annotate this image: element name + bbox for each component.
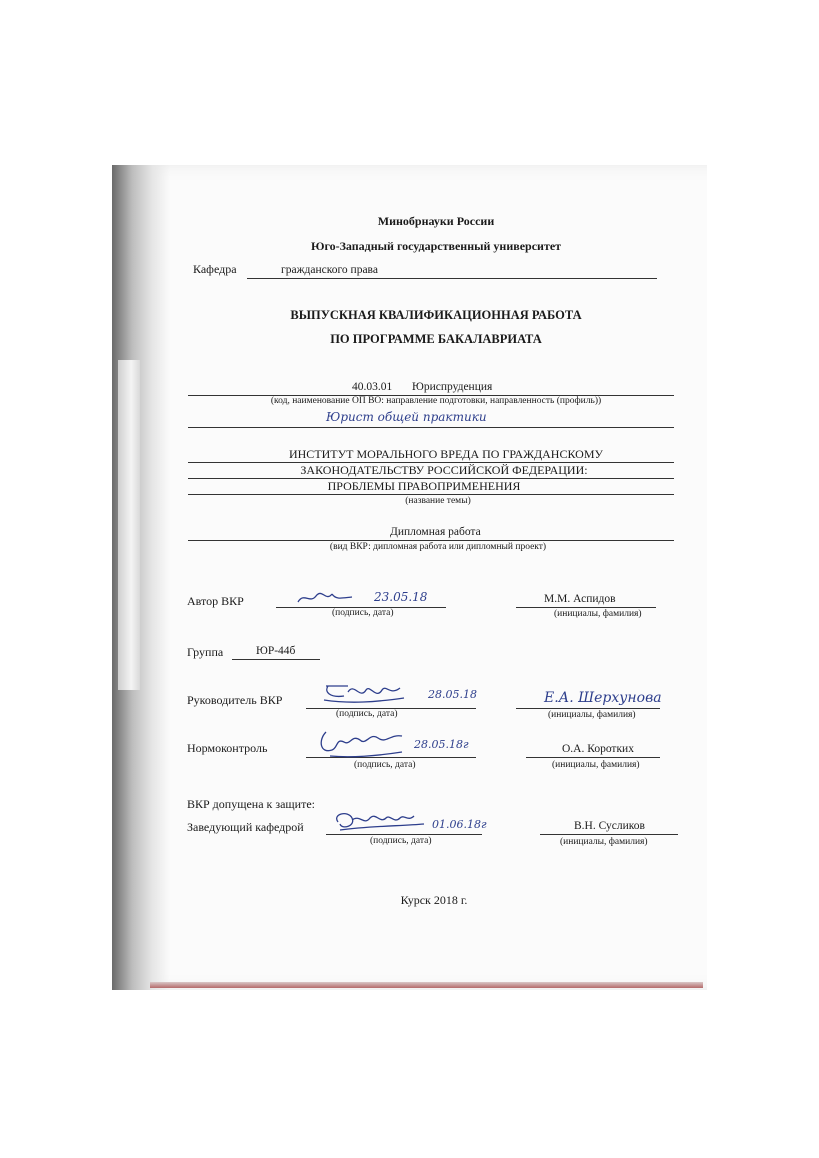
university-name: Юго-Западный государственный университет bbox=[310, 239, 562, 253]
department-underline bbox=[247, 278, 657, 279]
supervisor-name: Е.А. Шерхунова bbox=[544, 690, 662, 706]
supervisor-signature bbox=[320, 678, 406, 708]
normcontrol-label: Нормоконтроль bbox=[187, 741, 268, 755]
binding-edge bbox=[150, 982, 703, 988]
author-label: Автор ВКР bbox=[187, 594, 244, 608]
head-of-department-label: Заведующий кафедрой bbox=[187, 820, 304, 834]
topic-underline-3 bbox=[188, 494, 674, 495]
author-signature bbox=[296, 588, 356, 608]
department-label: Кафедра bbox=[193, 262, 237, 276]
supervisor-name-line bbox=[516, 708, 660, 709]
work-type-underline bbox=[188, 540, 674, 541]
document-title-line1: ВЫПУСКНАЯ КВАЛИФИКАЦИОННАЯ РАБОТА bbox=[290, 308, 582, 322]
author-name: М.М. Аспидов bbox=[544, 593, 616, 605]
head-name-caption: (инициалы, фамилия) bbox=[560, 837, 648, 847]
normcontrol-name-line bbox=[526, 757, 660, 758]
head-sign-caption: (подпись, дата) bbox=[370, 836, 432, 846]
normcontrol-sign-caption: (подпись, дата) bbox=[354, 760, 416, 770]
ministry-name: Минобрнауки России bbox=[377, 214, 495, 228]
profile-handwritten: Юрист общей практики bbox=[326, 410, 487, 424]
normcontrol-name-caption: (инициалы, фамилия) bbox=[552, 760, 640, 770]
work-type-caption: (вид ВКР: дипломная работа или дипломный проект) bbox=[329, 542, 547, 552]
supervisor-sign-caption: (подпись, дата) bbox=[336, 709, 398, 719]
head-of-department-name: В.Н. Сусликов bbox=[574, 820, 645, 832]
supervisor-label: Руководитель ВКР bbox=[187, 693, 283, 707]
group-value: ЮР-44б bbox=[256, 645, 296, 657]
topic-line2: ЗАКОНОДАТЕЛЬСТВУ РОССИЙСКОЙ ФЕДЕРАЦИИ: bbox=[300, 463, 588, 477]
topic-line3: ПРОБЛЕМЫ ПРАВОПРИМЕНЕНИЯ bbox=[327, 479, 521, 493]
department-value: гражданского права bbox=[281, 264, 378, 276]
head-name-line bbox=[540, 834, 678, 835]
group-underline bbox=[232, 659, 320, 660]
normcontrol-signature bbox=[316, 726, 406, 760]
topic-line1: ИНСТИТУТ МОРАЛЬНОГО ВРЕДА ПО ГРАЖДАНСКОМУ bbox=[288, 447, 604, 461]
program-name: Юриспруденция bbox=[412, 381, 493, 393]
author-name-caption: (инициалы, фамилия) bbox=[554, 609, 642, 619]
program-caption: (код, наименование ОП ВО: направление подготовки, направленность (профиль)) bbox=[270, 396, 602, 406]
work-type-value: Дипломная работа bbox=[390, 526, 481, 538]
admission-text: ВКР допущена к защите: bbox=[187, 797, 315, 811]
head-of-department-signature bbox=[330, 808, 426, 836]
profile-underline bbox=[188, 427, 674, 428]
normcontrol-date: 28.05.18г bbox=[414, 738, 469, 751]
author-sign-caption: (подпись, дата) bbox=[332, 608, 394, 618]
page-fold bbox=[118, 360, 140, 690]
document-title-line2: ПО ПРОГРАММЕ БАКАЛАВРИАТА bbox=[330, 332, 542, 346]
topic-caption: (название темы) bbox=[405, 496, 471, 506]
supervisor-name-caption: (инициалы, фамилия) bbox=[548, 710, 636, 720]
author-name-line bbox=[516, 607, 656, 608]
document-page bbox=[112, 165, 707, 990]
group-label: Группа bbox=[187, 645, 224, 659]
normcontrol-name: О.А. Коротких bbox=[562, 743, 634, 755]
city-year: Курск 2018 г. bbox=[400, 893, 468, 907]
author-date: 23.05.18 bbox=[374, 590, 428, 604]
supervisor-date: 28.05.18 bbox=[428, 688, 477, 701]
program-code: 40.03.01 bbox=[352, 381, 393, 393]
head-of-department-date: 01.06.18г bbox=[432, 818, 487, 831]
